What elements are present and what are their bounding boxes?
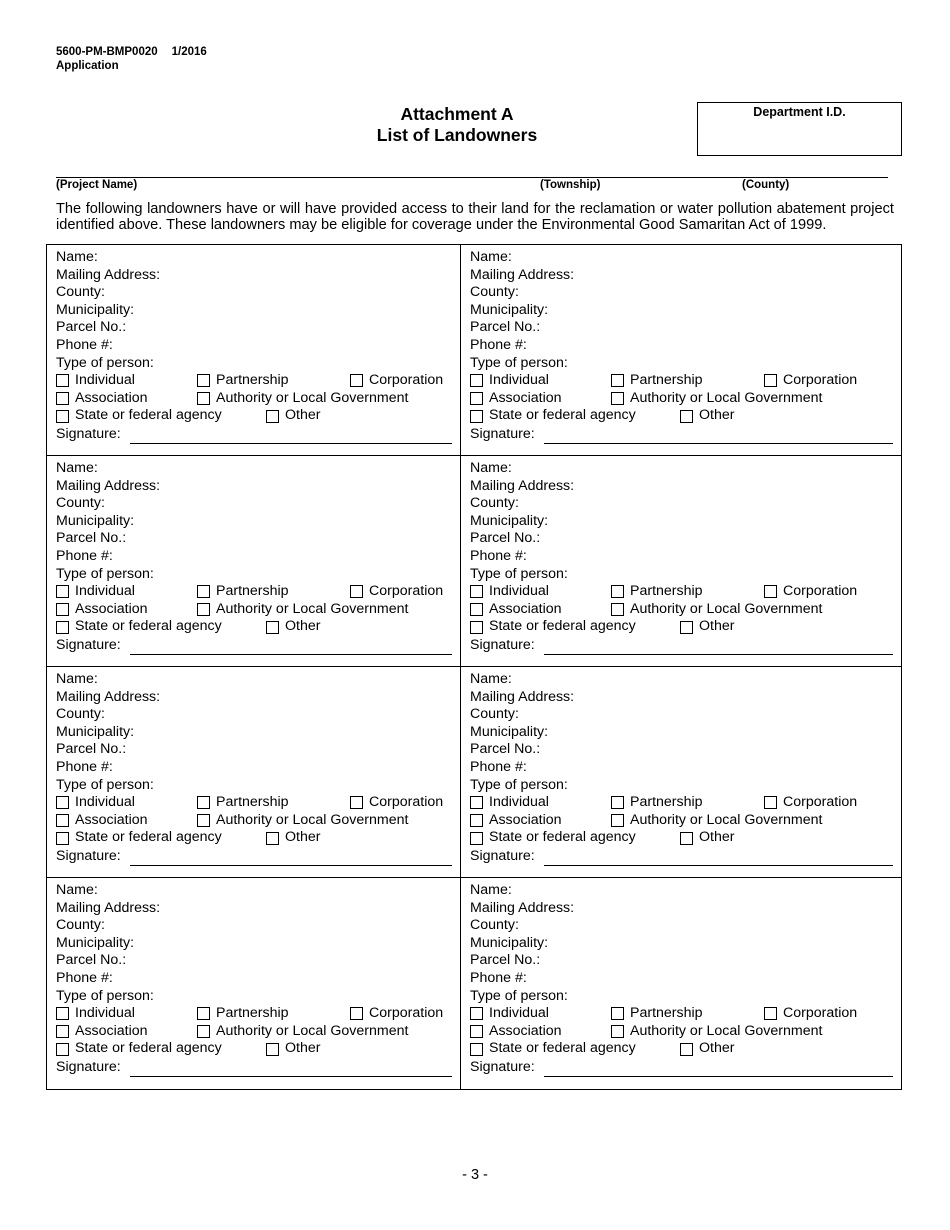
individual-checkbox[interactable] xyxy=(470,374,483,387)
partnership-checkbox[interactable] xyxy=(197,1007,210,1020)
individual-label: Individual xyxy=(489,583,549,600)
state-agency-label: State or federal agency xyxy=(489,407,636,424)
partnership-checkbox[interactable] xyxy=(197,585,210,598)
other-checkbox[interactable] xyxy=(266,410,279,423)
corporation-checkbox[interactable] xyxy=(764,796,777,809)
mailing-address-field[interactable]: Mailing Address: xyxy=(470,688,575,705)
landowner-grid xyxy=(46,244,902,1090)
phone-field[interactable]: Phone #: xyxy=(470,336,527,353)
parcel-no-field[interactable]: Parcel No.: xyxy=(470,319,541,336)
association-label: Association xyxy=(489,811,562,828)
signature-label: Signature: xyxy=(56,1058,121,1075)
state-agency-checkbox[interactable] xyxy=(470,410,483,423)
parcel-no-field[interactable]: Parcel No.: xyxy=(56,530,127,547)
state-agency-checkbox[interactable] xyxy=(56,832,69,845)
partnership-label: Partnership xyxy=(216,372,289,389)
state-agency-checkbox[interactable] xyxy=(470,832,483,845)
other-label: Other xyxy=(285,1040,321,1057)
signature-line[interactable] xyxy=(544,641,893,655)
state-agency-label: State or federal agency xyxy=(489,829,636,846)
township-label: (Township) xyxy=(540,179,601,191)
authority-label: Authority or Local Government xyxy=(630,389,823,406)
corporation-checkbox[interactable] xyxy=(764,585,777,598)
signature-line[interactable] xyxy=(544,852,893,866)
corporation-label: Corporation xyxy=(369,372,444,389)
other-checkbox[interactable] xyxy=(680,1043,693,1056)
authority-checkbox[interactable] xyxy=(611,1025,624,1038)
authority-checkbox[interactable] xyxy=(197,392,210,405)
authority-label: Authority or Local Government xyxy=(216,600,409,617)
partnership-checkbox[interactable] xyxy=(611,796,624,809)
individual-checkbox[interactable] xyxy=(56,374,69,387)
partnership-checkbox[interactable] xyxy=(611,374,624,387)
corporation-checkbox[interactable] xyxy=(350,585,363,598)
phone-field[interactable]: Phone #: xyxy=(470,547,527,564)
type-of-person-label: Type of person: xyxy=(470,354,568,371)
individual-checkbox[interactable] xyxy=(56,1007,69,1020)
other-checkbox[interactable] xyxy=(680,621,693,634)
authority-label: Authority or Local Government xyxy=(216,389,409,406)
authority-label: Authority or Local Government xyxy=(630,811,823,828)
county-field[interactable]: County: xyxy=(470,495,519,512)
other-checkbox[interactable] xyxy=(680,410,693,423)
mailing-address-field[interactable]: Mailing Address: xyxy=(470,477,575,494)
municipality-field[interactable]: Municipality: xyxy=(470,723,549,740)
association-label: Association xyxy=(75,1022,148,1039)
mailing-address-field[interactable]: Mailing Address: xyxy=(470,899,575,916)
other-label: Other xyxy=(285,829,321,846)
association-checkbox[interactable] xyxy=(470,814,483,827)
association-checkbox[interactable] xyxy=(56,392,69,405)
association-label: Association xyxy=(489,389,562,406)
name-field[interactable]: Name: xyxy=(56,460,98,476)
phone-field[interactable]: Phone #: xyxy=(470,969,527,986)
parcel-no-field[interactable]: Parcel No.: xyxy=(470,952,541,969)
association-checkbox[interactable] xyxy=(470,1025,483,1038)
county-field[interactable]: County: xyxy=(56,284,105,301)
mailing-address-field[interactable]: Mailing Address: xyxy=(56,266,161,283)
landowner-entry xyxy=(47,245,461,456)
association-label: Association xyxy=(489,1022,562,1039)
project-info-line[interactable] xyxy=(56,177,888,178)
phone-field[interactable]: Phone #: xyxy=(56,969,113,986)
mailing-address-field[interactable]: Mailing Address: xyxy=(56,899,161,916)
state-agency-checkbox[interactable] xyxy=(56,410,69,423)
state-agency-label: State or federal agency xyxy=(75,829,222,846)
type-of-person-label: Type of person: xyxy=(56,776,154,793)
state-agency-checkbox[interactable] xyxy=(470,621,483,634)
municipality-field[interactable]: Municipality: xyxy=(56,512,135,529)
type-of-person-label: Type of person: xyxy=(470,987,568,1004)
signature-line[interactable] xyxy=(130,430,452,444)
other-label: Other xyxy=(285,618,321,635)
state-agency-label: State or federal agency xyxy=(489,618,636,635)
landowner-entry xyxy=(47,878,461,1089)
title-line-2: List of Landowners xyxy=(376,125,538,145)
corporation-checkbox[interactable] xyxy=(350,796,363,809)
individual-checkbox[interactable] xyxy=(470,1007,483,1020)
association-checkbox[interactable] xyxy=(56,603,69,616)
intro-paragraph: The following landowners have or will have provided access to their land for the reclamation or water pollution abatement project identified above. These landowners may be eligible for coverage under the Environmental Good Samaritan Act of 1999. xyxy=(56,201,894,233)
corporation-checkbox[interactable] xyxy=(350,374,363,387)
partnership-checkbox[interactable] xyxy=(197,796,210,809)
individual-label: Individual xyxy=(75,583,135,600)
type-of-person-label: Type of person: xyxy=(56,987,154,1004)
signature-label: Signature: xyxy=(470,636,535,653)
department-id-box[interactable] xyxy=(697,102,902,156)
corporation-label: Corporation xyxy=(783,1005,858,1022)
name-field[interactable]: Name: xyxy=(56,882,98,898)
corporation-label: Corporation xyxy=(783,372,858,389)
parcel-no-field[interactable]: Parcel No.: xyxy=(56,741,127,758)
state-agency-label: State or federal agency xyxy=(489,1040,636,1057)
department-id-label: Department I.D. xyxy=(753,105,846,119)
landowner-entry xyxy=(461,456,901,667)
partnership-label: Partnership xyxy=(630,1005,703,1022)
partnership-checkbox[interactable] xyxy=(197,374,210,387)
corporation-checkbox[interactable] xyxy=(764,374,777,387)
authority-checkbox[interactable] xyxy=(197,814,210,827)
other-label: Other xyxy=(285,407,321,424)
name-field[interactable]: Name: xyxy=(56,249,98,265)
form-number: 5600-PM-BMP0020 xyxy=(56,46,158,58)
name-field[interactable]: Name: xyxy=(470,249,512,265)
individual-label: Individual xyxy=(75,1005,135,1022)
partnership-label: Partnership xyxy=(630,794,703,811)
association-label: Association xyxy=(75,600,148,617)
type-of-person-label: Type of person: xyxy=(56,354,154,371)
form-date: 1/2016 xyxy=(171,46,207,58)
name-field[interactable]: Name: xyxy=(470,882,512,898)
project-name-label: (Project Name) xyxy=(56,179,138,191)
landowner-entry xyxy=(47,456,461,667)
county-field[interactable]: County: xyxy=(56,495,105,512)
title-line-1: Attachment A xyxy=(400,104,514,124)
signature-line[interactable] xyxy=(544,430,893,444)
municipality-field[interactable]: Municipality: xyxy=(470,512,549,529)
corporation-label: Corporation xyxy=(783,583,858,600)
corporation-label: Corporation xyxy=(369,794,444,811)
state-agency-label: State or federal agency xyxy=(75,1040,222,1057)
authority-checkbox[interactable] xyxy=(611,392,624,405)
phone-field[interactable]: Phone #: xyxy=(56,336,113,353)
municipality-field[interactable]: Municipality: xyxy=(56,934,135,951)
landowner-entry xyxy=(461,667,901,878)
partnership-label: Partnership xyxy=(216,1005,289,1022)
municipality-field[interactable]: Municipality: xyxy=(56,301,135,318)
association-checkbox[interactable] xyxy=(56,1025,69,1038)
other-checkbox[interactable] xyxy=(680,832,693,845)
partnership-label: Partnership xyxy=(630,583,703,600)
name-field[interactable]: Name: xyxy=(470,460,512,476)
corporation-checkbox[interactable] xyxy=(764,1007,777,1020)
signature-label: Signature: xyxy=(470,847,535,864)
county-field[interactable]: County: xyxy=(470,917,519,934)
other-label: Other xyxy=(699,618,735,635)
other-label: Other xyxy=(699,407,735,424)
association-checkbox[interactable] xyxy=(56,814,69,827)
page-number: - 3 - xyxy=(462,1167,488,1183)
signature-label: Signature: xyxy=(56,636,121,653)
landowner-entry xyxy=(47,667,461,878)
page-title xyxy=(300,104,614,146)
form-type: Application xyxy=(56,60,119,72)
partnership-label: Partnership xyxy=(216,794,289,811)
county-field[interactable]: County: xyxy=(470,284,519,301)
other-checkbox[interactable] xyxy=(266,621,279,634)
individual-checkbox[interactable] xyxy=(470,585,483,598)
name-field[interactable]: Name: xyxy=(56,671,98,687)
corporation-checkbox[interactable] xyxy=(350,1007,363,1020)
individual-checkbox[interactable] xyxy=(56,585,69,598)
mailing-address-field[interactable]: Mailing Address: xyxy=(470,266,575,283)
state-agency-checkbox[interactable] xyxy=(470,1043,483,1056)
signature-line[interactable] xyxy=(130,641,452,655)
other-label: Other xyxy=(699,829,735,846)
partnership-label: Partnership xyxy=(216,583,289,600)
signature-label: Signature: xyxy=(470,425,535,442)
landowner-entry xyxy=(461,245,901,456)
association-label: Association xyxy=(75,389,148,406)
phone-field[interactable]: Phone #: xyxy=(470,758,527,775)
county-field[interactable]: County: xyxy=(56,917,105,934)
county-field[interactable]: County: xyxy=(470,706,519,723)
association-label: Association xyxy=(75,811,148,828)
parcel-no-field[interactable]: Parcel No.: xyxy=(56,319,127,336)
landowner-entry xyxy=(461,878,901,1089)
authority-label: Authority or Local Government xyxy=(216,1022,409,1039)
corporation-label: Corporation xyxy=(783,794,858,811)
authority-checkbox[interactable] xyxy=(611,814,624,827)
association-checkbox[interactable] xyxy=(470,392,483,405)
individual-label: Individual xyxy=(489,794,549,811)
municipality-field[interactable]: Municipality: xyxy=(470,301,549,318)
parcel-no-field[interactable]: Parcel No.: xyxy=(56,952,127,969)
signature-label: Signature: xyxy=(56,847,121,864)
municipality-field[interactable]: Municipality: xyxy=(470,934,549,951)
mailing-address-field[interactable]: Mailing Address: xyxy=(56,477,161,494)
state-agency-checkbox[interactable] xyxy=(56,1043,69,1056)
individual-checkbox[interactable] xyxy=(56,796,69,809)
signature-label: Signature: xyxy=(56,425,121,442)
type-of-person-label: Type of person: xyxy=(470,565,568,582)
other-checkbox[interactable] xyxy=(266,832,279,845)
individual-label: Individual xyxy=(75,794,135,811)
phone-field[interactable]: Phone #: xyxy=(56,758,113,775)
type-of-person-label: Type of person: xyxy=(470,776,568,793)
state-agency-label: State or federal agency xyxy=(75,618,222,635)
phone-field[interactable]: Phone #: xyxy=(56,547,113,564)
authority-checkbox[interactable] xyxy=(611,603,624,616)
parcel-no-field[interactable]: Parcel No.: xyxy=(470,530,541,547)
corporation-label: Corporation xyxy=(369,583,444,600)
partnership-label: Partnership xyxy=(630,372,703,389)
association-checkbox[interactable] xyxy=(470,603,483,616)
authority-checkbox[interactable] xyxy=(197,1025,210,1038)
state-agency-checkbox[interactable] xyxy=(56,621,69,634)
authority-label: Authority or Local Government xyxy=(216,811,409,828)
individual-label: Individual xyxy=(489,372,549,389)
individual-label: Individual xyxy=(489,1005,549,1022)
other-label: Other xyxy=(699,1040,735,1057)
association-label: Association xyxy=(489,600,562,617)
county-label: (County) xyxy=(742,179,790,191)
parcel-no-field[interactable]: Parcel No.: xyxy=(470,741,541,758)
name-field[interactable]: Name: xyxy=(470,671,512,687)
authority-label: Authority or Local Government xyxy=(630,600,823,617)
other-checkbox[interactable] xyxy=(266,1043,279,1056)
signature-label: Signature: xyxy=(470,1058,535,1075)
type-of-person-label: Type of person: xyxy=(56,565,154,582)
authority-checkbox[interactable] xyxy=(197,603,210,616)
individual-label: Individual xyxy=(75,372,135,389)
form-code xyxy=(56,45,207,73)
partnership-checkbox[interactable] xyxy=(611,1007,624,1020)
signature-line[interactable] xyxy=(544,1063,893,1077)
state-agency-label: State or federal agency xyxy=(75,407,222,424)
individual-checkbox[interactable] xyxy=(470,796,483,809)
signature-line[interactable] xyxy=(130,852,452,866)
partnership-checkbox[interactable] xyxy=(611,585,624,598)
signature-line[interactable] xyxy=(130,1063,452,1077)
corporation-label: Corporation xyxy=(369,1005,444,1022)
authority-label: Authority or Local Government xyxy=(630,1022,823,1039)
municipality-field[interactable]: Municipality: xyxy=(56,723,135,740)
mailing-address-field[interactable]: Mailing Address: xyxy=(56,688,161,705)
county-field[interactable]: County: xyxy=(56,706,105,723)
